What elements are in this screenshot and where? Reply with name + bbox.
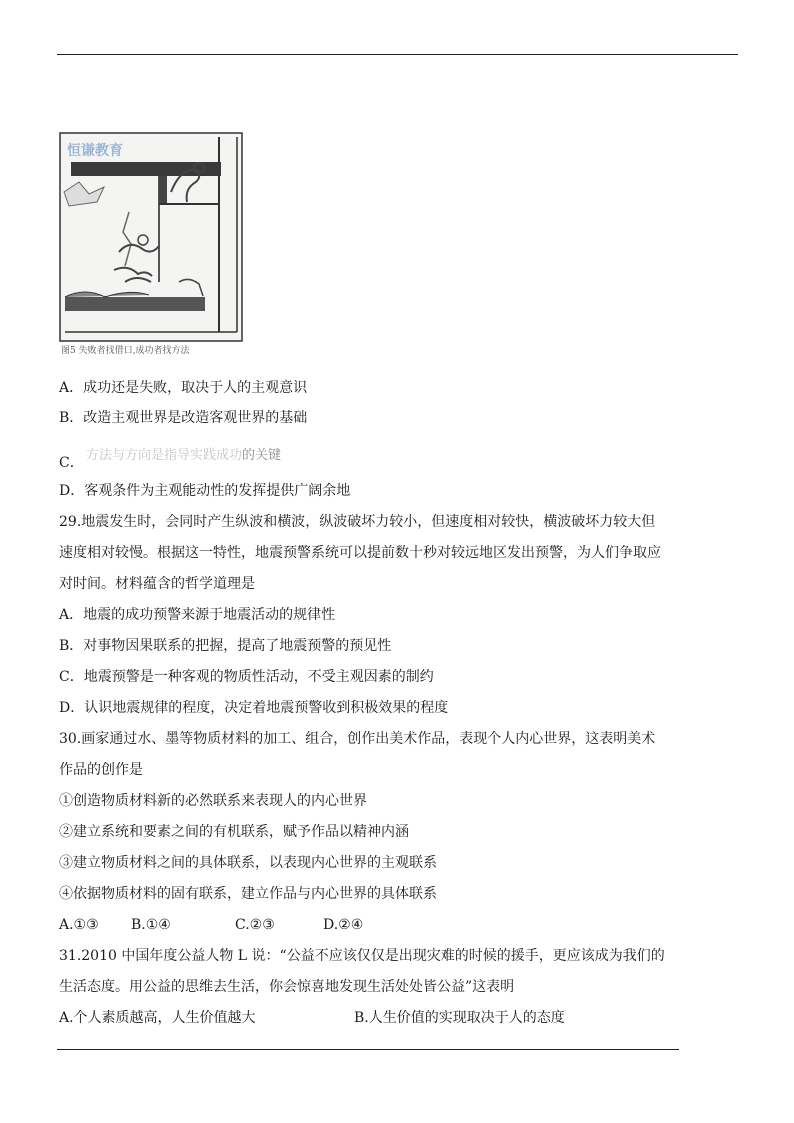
q29-stem-line-1: 29.地震发生时，会同时产生纵波和横波，纵波破坏力较小，但速度相对较快，横波破坏力较大但	[59, 514, 656, 530]
q30-choice-d: D.②④	[323, 917, 364, 933]
footer-rule	[57, 1049, 679, 1050]
q29-stem-line-2: 速度相对较慢。根据这一特性，地震预警系统可以提前数十秒对较远地区发出预警，为人们争取应	[59, 545, 661, 561]
q30-item-3: ③建立物质材料之间的具体联系，以表现内心世界的主观联系	[59, 855, 437, 871]
q30-stem-line-1: 30.画家通过水、墨等物质材料的加工、组合，创作出美术作品，表现个人内心世界，这表明美术	[59, 731, 656, 747]
q28-option-c-faded	[86, 444, 281, 463]
q30-item-4: ④依据物质材料的固有联系，建立作品与内心世界的具体联系	[59, 886, 437, 902]
cartoon-figure	[59, 132, 243, 360]
q31-choice-a: A.个人素质越高，人生价值越大	[59, 1010, 256, 1026]
q28-option-c: C．	[59, 455, 84, 471]
q29-stem-line-3: 对时间。材料蕴含的哲学道理是	[59, 576, 255, 592]
q31-stem-line-2: 生活态度。用公益的思维去生活，你会惊喜地发现生活处处皆公益”这表明	[59, 979, 515, 995]
q30-choices	[59, 915, 363, 935]
q29-option-a: A．地震的成功预警来源于地震活动的规律性	[59, 607, 336, 623]
q30-item-1: ①创造物质材料新的必然联系来表现人的内心世界	[59, 793, 367, 809]
q31-choice-b: B.人生价值的实现取决于人的态度	[354, 1010, 565, 1026]
q29-option-b: B．对事物因果联系的把握，提高了地震预警的预见性	[59, 638, 392, 654]
q31-stem-line-1: 31.2010 中国年度公益人物 L 说：“公益不应该仅仅是出现灾难的时候的援手，更应该成为我们的	[59, 948, 665, 964]
faded-text-dark: 的关键	[242, 448, 282, 463]
faded-text-light: 方法与方向是指导实践成功	[86, 448, 243, 463]
q30-stem-line-2: 作品的创作是	[59, 762, 143, 778]
header-rule	[57, 54, 738, 55]
q28-option-b: B．改造主观世界是改造客观世界的基础	[59, 410, 308, 426]
q30-choice-b: B.①④	[131, 917, 171, 933]
q30-item-2: ②建立系统和要素之间的有机联系，赋予作品以精神内涵	[59, 824, 409, 840]
q30-choice-a: A.①③	[59, 917, 99, 933]
q28-option-d: D．客观条件为主观能动性的发挥提供广阔余地	[59, 483, 351, 499]
q30-choice-c: C.②③	[235, 917, 275, 933]
q29-option-d: D．认识地震规律的程度，决定着地震预警收到积极效果的程度	[59, 700, 449, 716]
q29-option-c: C．地震预警是一种客观的物质性活动，不受主观因素的制约	[59, 669, 434, 685]
q31-choices	[59, 1008, 565, 1028]
figure-caption: 图5 失败者找借口,成功者找方法	[61, 346, 190, 356]
q28-option-a: A．成功还是失败，取决于人的主观意识	[59, 380, 308, 396]
watermark-logo: 恒谦教育	[67, 143, 123, 159]
